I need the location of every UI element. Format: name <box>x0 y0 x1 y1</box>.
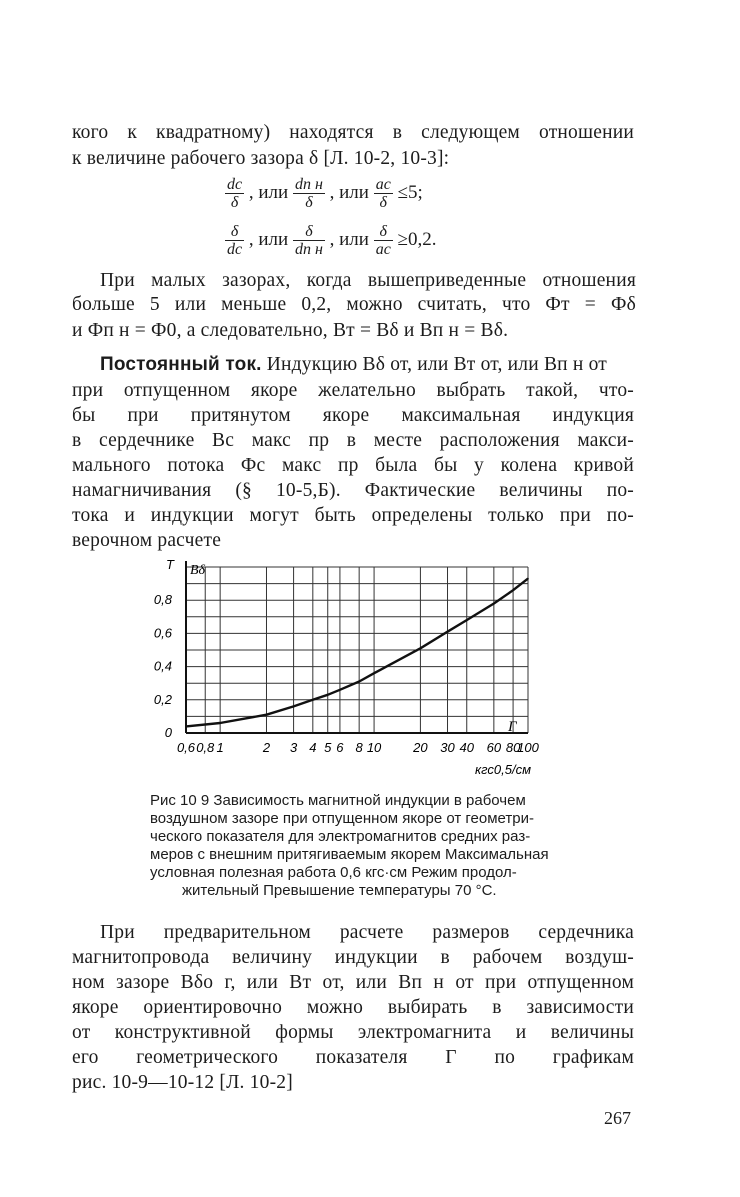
y-tick-label: 0,8 <box>153 592 172 608</box>
fraction-numerator: dп н <box>294 176 323 193</box>
y-axis-symbol-label: Bδ <box>190 563 206 578</box>
body-text-line: При малых зазорах, когда вышеприведенные отношения <box>100 270 636 291</box>
body-text-line: при отпущенном якоре желательно выбрать такой, что- <box>72 380 634 401</box>
body-text-line: магнитопровода величину индукции в рабочем воздуш- <box>72 947 634 968</box>
section-heading: Постоянный ток. <box>100 354 262 375</box>
fraction-denominator: dc <box>227 241 243 258</box>
formula-tail: ≥0,2. <box>397 228 437 250</box>
formula-tail: ≤5; <box>397 181 423 203</box>
formula-connector: , или <box>248 181 289 203</box>
data-point <box>266 714 268 716</box>
body-text-line: в сердечнике Bс макс пр в месте расположения макси- <box>72 430 634 451</box>
x-tick-label: 0,8 <box>196 740 215 755</box>
x-tick-label: 60 <box>486 740 502 755</box>
x-axis-unit-label: кгс0,5/см <box>475 762 531 777</box>
y-tick-label: 0,6 <box>153 625 172 641</box>
formula-row-2 <box>225 223 437 258</box>
page-number: 267 <box>604 1108 631 1128</box>
induction-chart <box>150 555 550 790</box>
data-point <box>339 689 341 691</box>
fraction-numerator: ac <box>375 176 391 193</box>
x-tick-label: 100 <box>517 740 539 755</box>
data-point <box>493 603 495 605</box>
body-text-line: бы при притянутом якоре максимальная индукция <box>72 405 634 426</box>
body-text-line: намагничивания (§ 10-5,Б). Фактические величины по- <box>72 480 634 501</box>
curve-label: Г <box>508 719 517 735</box>
data-point <box>358 681 360 683</box>
body-text-line: и Фп н = Ф0, а следовательно, Bт = Bδ и Bп н = Bδ. <box>72 320 509 341</box>
body-text-line: от конструктивной формы электромагнита и величины <box>72 1022 634 1043</box>
series-line <box>186 579 528 727</box>
section-first-line <box>100 354 607 376</box>
body-text-line: к величине рабочего зазора δ [Л. 10-2, 10-3]: <box>72 148 450 169</box>
y-axis-unit-label: T <box>166 557 174 572</box>
x-tick-label: 3 <box>289 740 298 755</box>
data-point <box>447 631 449 633</box>
body-text-line: При предварительном расчете размеров сердечника <box>100 922 634 943</box>
x-tick-label: 2 <box>262 740 271 755</box>
formula-row-1 <box>225 176 423 211</box>
data-point <box>219 722 221 724</box>
x-tick-label: 4 <box>309 740 317 755</box>
body-text-line: кого к квадратному) находятся в следующем отношении <box>72 122 634 143</box>
data-point <box>327 694 329 696</box>
body-text-line: ном зазоре Bδо г, или Bт от, или Bп н от при отпущенном <box>72 972 634 993</box>
body-text-line: его геометрического показателя Г по графикам <box>72 1047 634 1068</box>
body-text-line: тока и индукции могут быть определены только при по- <box>72 505 634 526</box>
data-point <box>373 672 375 674</box>
fraction-denominator: ac <box>375 241 391 258</box>
fraction-numerator: δ <box>293 223 325 241</box>
data-point <box>293 706 295 708</box>
fraction-denominator: δ <box>230 194 239 211</box>
x-tick-label: 80 <box>505 740 521 755</box>
x-tick-label: 20 <box>413 740 428 755</box>
data-point <box>512 589 514 591</box>
chart-grid <box>186 567 528 733</box>
x-tick-label: 0,6 <box>176 740 196 755</box>
y-tick-label: 0,2 <box>153 691 172 707</box>
figure-caption-line: жительный Превышение температуры 70 °С. <box>182 882 497 899</box>
body-text-line: рис. 10-9—10-12 [Л. 10-2] <box>72 1072 293 1093</box>
fraction-numerator: δ <box>225 223 244 241</box>
fraction-denominator: δ <box>305 194 313 211</box>
figure-caption-line: воздушном зазоре при отпущенном якоре от геометри- <box>150 810 534 827</box>
fraction-denominator: δ <box>379 194 387 211</box>
x-tick-label: 6 <box>336 740 344 755</box>
data-point <box>527 578 529 580</box>
x-tick-label: 5 <box>324 740 332 755</box>
figure-caption-line: Рис 10 9 Зависимость магнитной индукции в рабочем <box>150 792 526 809</box>
y-tick-label: 0 <box>164 725 172 740</box>
figure-caption-line: условная полезная работа 0,6 кгс·см Режим продол- <box>150 864 517 881</box>
figure-caption-line: меров с внешним притягиваемым якорем Максимальная <box>150 846 549 863</box>
figure-caption-line: ческого показателя для электромагнитов средних раз- <box>150 828 531 845</box>
body-text-line: больше 5 или меньше 0,2, можно считать, что Фт = Фδ <box>72 294 636 315</box>
chart-axes <box>186 561 528 733</box>
formula-connector: , или <box>329 228 369 250</box>
fraction-numerator: dc <box>227 176 243 193</box>
fraction-denominator: dп н <box>294 241 323 258</box>
body-text-line: верочном расчете <box>72 530 222 551</box>
body-text-line: мального потока Фс макс пр была бы у колена кривой <box>72 455 634 476</box>
y-tick-label: 0,4 <box>153 658 172 674</box>
data-point <box>466 619 468 621</box>
formula-connector: , или <box>329 181 369 203</box>
data-point <box>312 699 314 701</box>
x-tick-label: 8 <box>355 740 363 755</box>
fraction-numerator: δ <box>374 223 393 241</box>
x-tick-label: 1 <box>216 740 224 755</box>
x-tick-label: 30 <box>440 740 455 755</box>
body-text-line: якоре ориентировочно можно выбирать в зависимости <box>72 997 634 1018</box>
data-point <box>185 726 187 728</box>
formula-connector: , или <box>248 228 289 250</box>
x-tick-label: 40 <box>459 740 474 755</box>
body-text-fragment: Индукцию Bδ от, или Bт от, или Bп н от <box>266 354 607 375</box>
x-tick-label: 10 <box>366 740 382 755</box>
data-point <box>420 648 422 650</box>
